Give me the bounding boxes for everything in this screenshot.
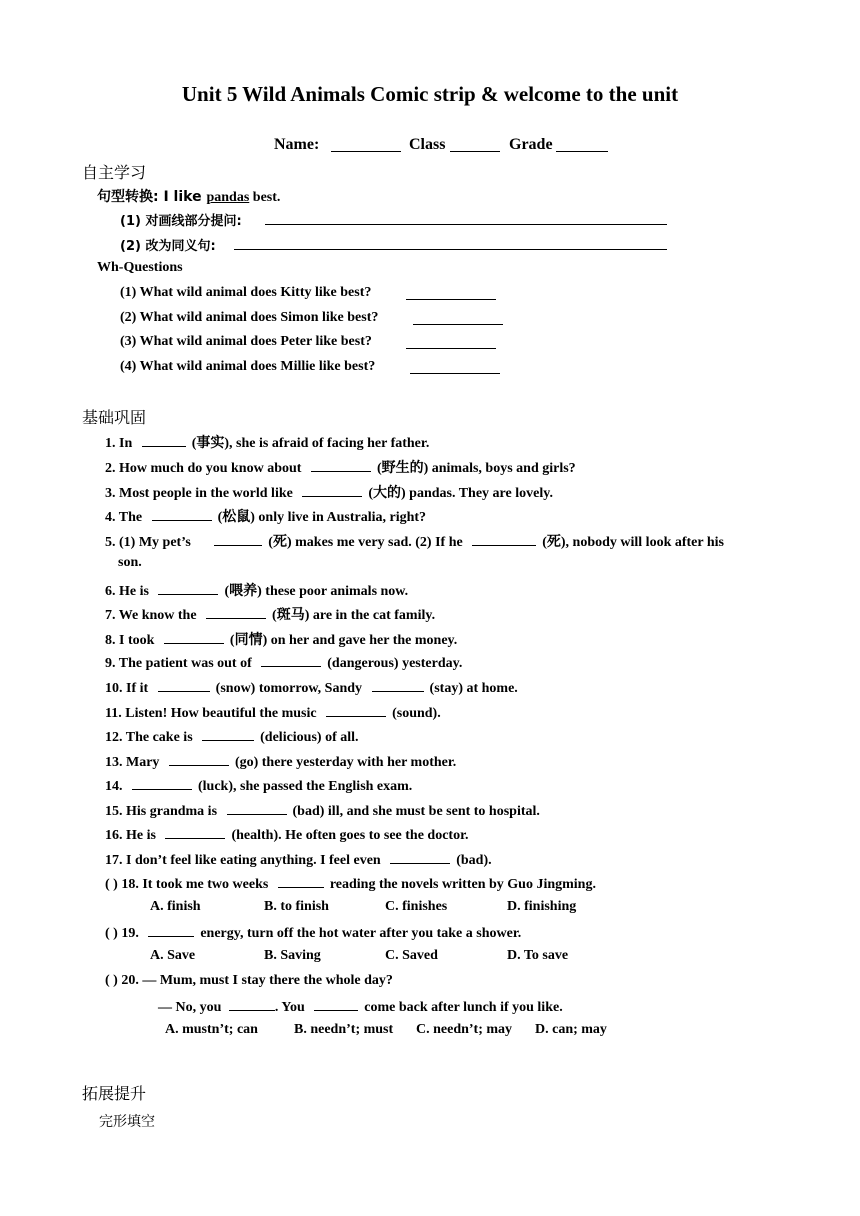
answer-blank[interactable] — [165, 825, 225, 839]
pattern-item: (1) 对画线部分提问: — [120, 214, 242, 229]
q-text: (snow) tomorrow, Sandy — [215, 681, 363, 696]
q-text: 12. The cake is — [105, 730, 193, 745]
question-7 — [105, 604, 435, 624]
name-label: Name: — [274, 136, 320, 153]
question-6 — [105, 580, 408, 600]
question-8 — [105, 629, 457, 649]
option-c[interactable]: C. finishes — [385, 899, 448, 914]
answer-blank[interactable] — [406, 286, 496, 300]
q-text: (同情) on her and gave her the money. — [229, 633, 458, 648]
question-2 — [105, 457, 576, 477]
q-text: (斑马) are in the cat family. — [272, 608, 436, 623]
option-a[interactable]: A. mustn’t; can — [165, 1022, 258, 1037]
answer-blank[interactable] — [410, 360, 500, 374]
wh-heading: Wh-Questions — [97, 260, 183, 275]
question-17 — [105, 850, 492, 869]
option-b[interactable]: B. to finish — [264, 899, 329, 914]
answer-blank[interactable] — [169, 752, 229, 766]
q-text: 14. — [105, 779, 123, 794]
answer-blank[interactable] — [261, 653, 321, 667]
q-text: ( ) 19. — [105, 926, 139, 941]
question-20: ( ) 20. — Mum, must I stay there the whole day? — [105, 973, 393, 988]
grade-blank[interactable] — [556, 138, 608, 152]
q-text: (野生的) animals, boys and girls? — [376, 461, 576, 476]
question-16 — [105, 825, 469, 844]
answer-blank[interactable] — [214, 532, 262, 546]
answer-blank[interactable] — [158, 581, 218, 595]
class-blank[interactable] — [450, 138, 500, 152]
q-text: 6. He is — [105, 584, 149, 599]
q-text: (死) makes me very sad. (2) If he — [268, 535, 463, 550]
q-text: 2. How much do you know about — [105, 461, 302, 476]
option-c[interactable]: C. needn’t; may — [416, 1022, 513, 1037]
q-text: energy, turn off the hot water after you take a shower. — [200, 926, 522, 941]
name-blank[interactable] — [331, 138, 401, 152]
answer-blank[interactable] — [227, 801, 287, 815]
answer-blank[interactable] — [148, 923, 194, 937]
q-text: (喂养) these poor animals now. — [224, 584, 409, 599]
page-title: Unit 5 Wild Animals Comic strip & welcome to the unit — [181, 82, 679, 106]
q-text: (go) there yesterday with her mother. — [234, 755, 457, 770]
answer-blank[interactable] — [372, 678, 424, 692]
answer-blank[interactable] — [158, 678, 210, 692]
q-text: (luck), she passed the English exam. — [198, 779, 413, 794]
answer-blank[interactable] — [406, 335, 496, 349]
q-text: (delicious) of all. — [260, 730, 359, 745]
question-5 — [105, 531, 724, 551]
q-text: 9. The patient was out of — [105, 656, 252, 671]
answer-blank[interactable] — [302, 483, 362, 497]
answer-blank[interactable] — [314, 997, 358, 1011]
q-text: 13. Mary — [105, 755, 160, 770]
question-1 — [105, 432, 429, 452]
q-text: (松鼠) only live in Australia, right? — [217, 510, 427, 525]
q-text: (stay) at home. — [429, 681, 518, 696]
option-a[interactable]: A. finish — [150, 899, 201, 914]
q-text: 17. I don’t feel like eating anything. I feel even — [105, 853, 381, 868]
answer-blank[interactable] — [390, 850, 450, 864]
pattern-underlined-word: pandas — [206, 190, 250, 205]
q-text: (大的) pandas. They are lovely. — [368, 486, 553, 501]
question-19 — [105, 923, 521, 942]
pattern-prefix: 句型转换: I like — [97, 189, 207, 205]
question-12 — [105, 727, 359, 746]
q-text: (事实), she is afraid of facing her father. — [191, 436, 430, 451]
answer-blank[interactable] — [311, 458, 371, 472]
q-text: come back after lunch if you like. — [364, 1000, 563, 1015]
wh-question: (4) What wild animal does Millie like best? — [120, 359, 376, 374]
answer-blank[interactable] — [229, 997, 275, 1011]
answer-blank[interactable] — [413, 311, 503, 325]
section-heading-self-study: 自主学习 — [82, 163, 147, 182]
q-text: . You — [274, 1000, 305, 1015]
q-text: 1. In — [105, 436, 133, 451]
class-label: Class — [409, 136, 446, 153]
answer-blank[interactable] — [132, 776, 192, 790]
q-text: (bad) ill, and she must be sent to hospital. — [292, 804, 540, 819]
q-text: reading the novels written by Guo Jingming. — [329, 877, 596, 892]
q-text: ( ) 18. It took me two weeks — [105, 877, 269, 892]
q-text: 8. I took — [105, 633, 155, 648]
option-d[interactable]: D. can; may — [535, 1022, 607, 1037]
grade-label: Grade — [509, 136, 553, 153]
q-text: 11. Listen! How beautiful the music — [105, 706, 317, 721]
question-20-reply — [158, 997, 563, 1016]
answer-blank[interactable] — [202, 727, 254, 741]
q-text: (health). He often goes to see the doctor. — [231, 828, 469, 843]
q-text: 7. We know the — [105, 608, 197, 623]
question-5-continued: son. — [118, 555, 142, 570]
wh-question: (3) What wild animal does Peter like best? — [120, 334, 372, 349]
answer-blank[interactable] — [152, 507, 212, 521]
answer-blank[interactable] — [472, 532, 536, 546]
option-a[interactable]: A. Save — [150, 948, 196, 963]
question-4 — [105, 506, 426, 526]
cloze-heading: 完形填空 — [99, 1114, 155, 1130]
option-c[interactable]: C. Saved — [385, 948, 438, 963]
section-heading-extension: 拓展提升 — [82, 1084, 147, 1103]
pattern-instruction — [97, 186, 280, 206]
answer-blank[interactable] — [265, 211, 667, 225]
question-14 — [105, 776, 412, 795]
option-b[interactable]: B. needn’t; must — [294, 1022, 394, 1037]
q-text: 5. (1) My pet’s — [105, 535, 191, 550]
q-text: 10. If it — [105, 681, 149, 696]
question-18 — [105, 874, 596, 893]
section-heading-basics: 基础巩固 — [82, 408, 147, 427]
answer-blank[interactable] — [206, 605, 266, 619]
option-b[interactable]: B. Saving — [264, 948, 321, 963]
q-text: 16. He is — [105, 828, 156, 843]
answer-blank[interactable] — [234, 236, 667, 250]
answer-blank[interactable] — [278, 874, 324, 888]
answer-blank[interactable] — [326, 703, 386, 717]
pattern-item: (2) 改为同义句: — [120, 239, 216, 254]
q-text: 15. His grandma is — [105, 804, 218, 819]
question-10 — [105, 678, 518, 697]
wh-question: (1) What wild animal does Kitty like best? — [120, 285, 372, 300]
question-15 — [105, 801, 540, 820]
question-13 — [105, 752, 456, 771]
option-d[interactable]: D. finishing — [507, 899, 577, 914]
q-text: (sound). — [392, 706, 441, 721]
q-text: 4. The — [105, 510, 143, 525]
wh-question: (2) What wild animal does Simon like best? — [120, 310, 379, 325]
q-text: — No, you — [158, 1000, 222, 1015]
q-text: 3. Most people in the world like — [105, 486, 293, 501]
question-9 — [105, 653, 462, 672]
question-3 — [105, 482, 553, 502]
q-text: (死), nobody will look after his — [542, 535, 724, 550]
option-d[interactable]: D. To save — [507, 948, 569, 963]
q-text: (bad). — [456, 853, 492, 868]
q-text: (dangerous) yesterday. — [327, 656, 463, 671]
answer-blank[interactable] — [142, 433, 186, 447]
question-11 — [105, 703, 441, 722]
pattern-suffix: best. — [249, 190, 281, 205]
answer-blank[interactable] — [164, 630, 224, 644]
